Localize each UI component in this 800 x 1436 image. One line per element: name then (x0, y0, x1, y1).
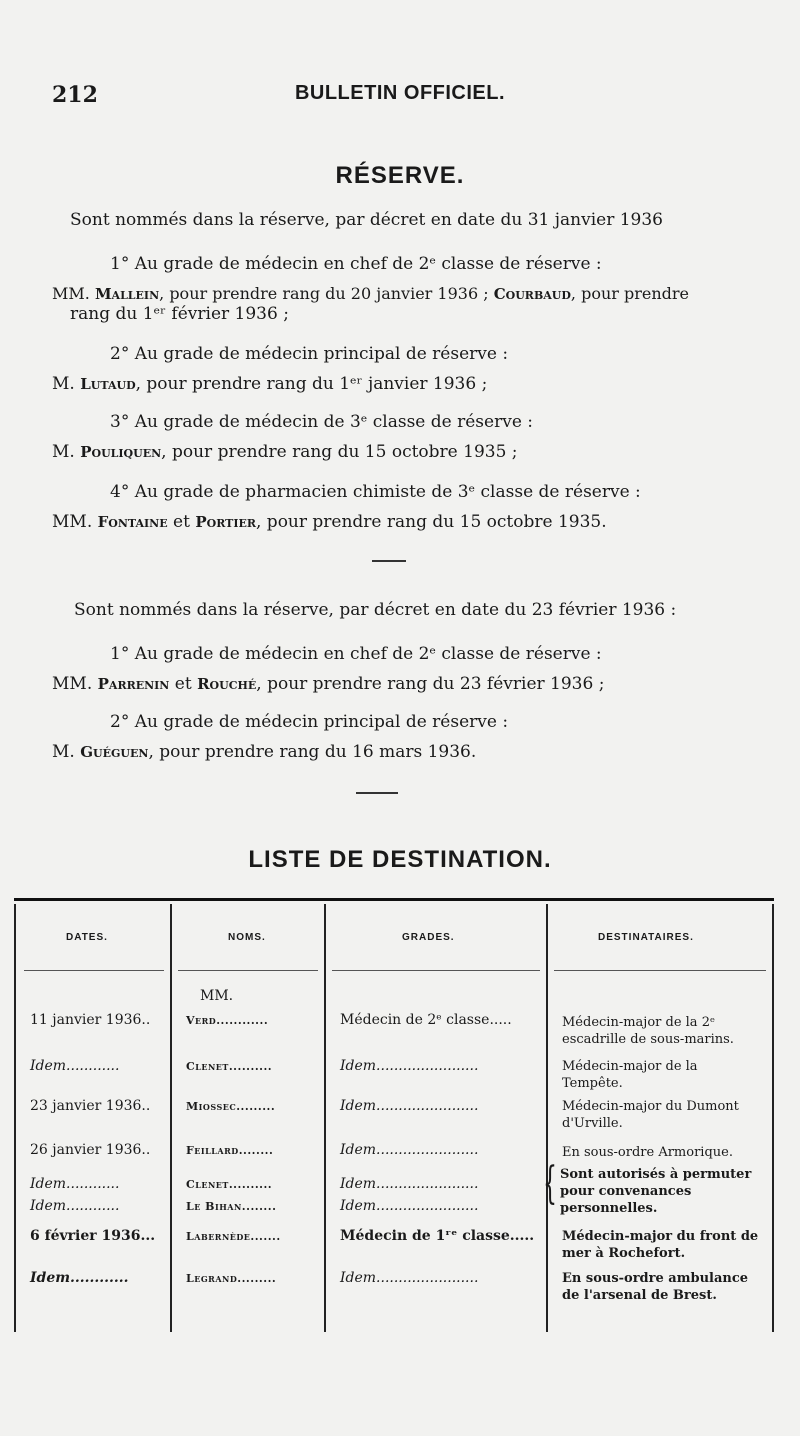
decree1-intro: Sont nommés dans la réserve, par décret en date du 31 janvier 1936 (70, 210, 663, 230)
table-row-nom: Legrand......... (186, 1272, 277, 1285)
table-row-nom: Labernède....... (186, 1230, 281, 1243)
header-underline (554, 970, 766, 971)
decree2-names-1: MM. Parrenin et Rouché, pour prendre rang du 23 février 1936 ; (52, 674, 605, 694)
decree1-names-3: M. Pouliquen, pour prendre rang du 15 octobre 1935 ; (52, 442, 518, 462)
table-row-nom: Verd............ (186, 1014, 269, 1027)
decree1-grade-1: 1° Au grade de médecin en chef de 2ᵉ classe de réserve : (110, 254, 602, 274)
table-row-nom: Miossec......... (186, 1100, 276, 1113)
table-border-right (772, 904, 774, 1332)
table-col-divider (546, 904, 548, 1332)
column-header-destinataires: DESTINATAIRES. (598, 932, 694, 943)
column-header-dates: DATES. (66, 932, 108, 943)
separator-rule (372, 560, 406, 562)
table-row-date: 26 janvier 1936.. (30, 1142, 151, 1158)
table-row-nom: Clenet.......... (186, 1060, 273, 1073)
header-underline (332, 970, 540, 971)
header-underline (24, 970, 164, 971)
table-col-divider (324, 904, 326, 1332)
table-row-grade: Idem....................... (340, 1198, 479, 1214)
table-top-rule (14, 898, 774, 901)
table-row-date: 11 janvier 1936.. (30, 1012, 151, 1028)
table-row-nom: Le Bihan........ (186, 1200, 277, 1213)
table-row-dest: Médecin-major du front de mer à Rochefort. (562, 1229, 759, 1261)
table-row-grade: Idem....................... (340, 1176, 479, 1192)
table-row-grade: Idem....................... (340, 1058, 479, 1074)
decree2-grade-2: 2° Au grade de médecin principal de réserve : (110, 712, 509, 732)
table-row-dest: Médecin-major du Dumont d'Urville. (562, 1099, 739, 1131)
grouping-brace: { (543, 1158, 557, 1209)
table-row-dest: Sont autorisés à permuter pour convenances personnelles. (560, 1167, 752, 1216)
column-header-noms: NOMS. (228, 932, 266, 943)
table-row-date: Idem............ (30, 1198, 120, 1214)
decree1-grade-2: 2° Au grade de médecin principal de réserve : (110, 344, 509, 364)
decree2-names-2: M. Guéguen, pour prendre rang du 16 mars 1936. (52, 742, 477, 762)
table-row-dest: En sous-ordre ambulance de l'arsenal de Brest. (562, 1271, 749, 1303)
table-row-dest: En sous-ordre Armorique. (562, 1145, 733, 1160)
decree2-grade-1: 1° Au grade de médecin en chef de 2ᵉ classe de réserve : (110, 644, 602, 664)
table-row-grade: Idem....................... (340, 1142, 479, 1158)
table-border-left (14, 904, 16, 1332)
decree1-grade-3: 3° Au grade de médecin de 3ᵉ classe de réserve : (110, 412, 534, 432)
decree1-grade-4: 4° Au grade de pharmacien chimiste de 3ᵉ classe de réserve : (110, 482, 641, 502)
table-col-divider (170, 904, 172, 1332)
separator-rule-2 (356, 792, 398, 794)
table-row-date: 6 février 1936... (30, 1228, 156, 1244)
liste-title: LISTE DE DESTINATION. (248, 846, 552, 873)
column-header-grades: GRADES. (402, 932, 455, 943)
header-underline (178, 970, 318, 971)
page-number: 212 (52, 82, 98, 108)
table-row-dest: Médecin-major de la Tempête. (562, 1059, 698, 1091)
table-row-date: Idem............ (30, 1058, 120, 1074)
table-row-date: Idem............ (30, 1176, 120, 1192)
table-row-nom: Clenet.......... (186, 1178, 273, 1191)
decree1-names-1: MM. Mallein, pour prendre rang du 20 janvier 1936 ; Courbaud, pour prendre (52, 284, 690, 303)
table-row-dest: Médecin-major de la 2ᵉ escadrille de sous-marins. (562, 1015, 734, 1047)
table-row-nom: Feillard........ (186, 1144, 274, 1157)
decree2-intro: Sont nommés dans la réserve, par décret en date du 23 février 1936 : (74, 600, 677, 620)
table-row-date: Idem............ (30, 1270, 129, 1286)
decree1-names-1-cont: rang du 1ᵉʳ février 1936 ; (70, 304, 289, 324)
decree1-names-4: MM. Fontaine et Portier, pour prendre rang du 15 octobre 1935. (52, 512, 607, 532)
mm-label: MM. (200, 988, 234, 1004)
table-row-date: 23 janvier 1936.. (30, 1098, 151, 1114)
table-row-grade: Idem....................... (340, 1098, 479, 1114)
table-row-grade: Médecin de 1ʳᵉ classe..... (340, 1228, 535, 1244)
running-title: BULLETIN OFFICIEL. (294, 82, 506, 104)
reserve-title: RÉSERVE. (335, 162, 465, 189)
table-row-grade: Médecin de 2ᵉ classe..... (340, 1012, 512, 1028)
table-row-grade: Idem....................... (340, 1270, 479, 1286)
decree1-names-2: M. Lutaud, pour prendre rang du 1ᵉʳ janvier 1936 ; (52, 374, 488, 394)
